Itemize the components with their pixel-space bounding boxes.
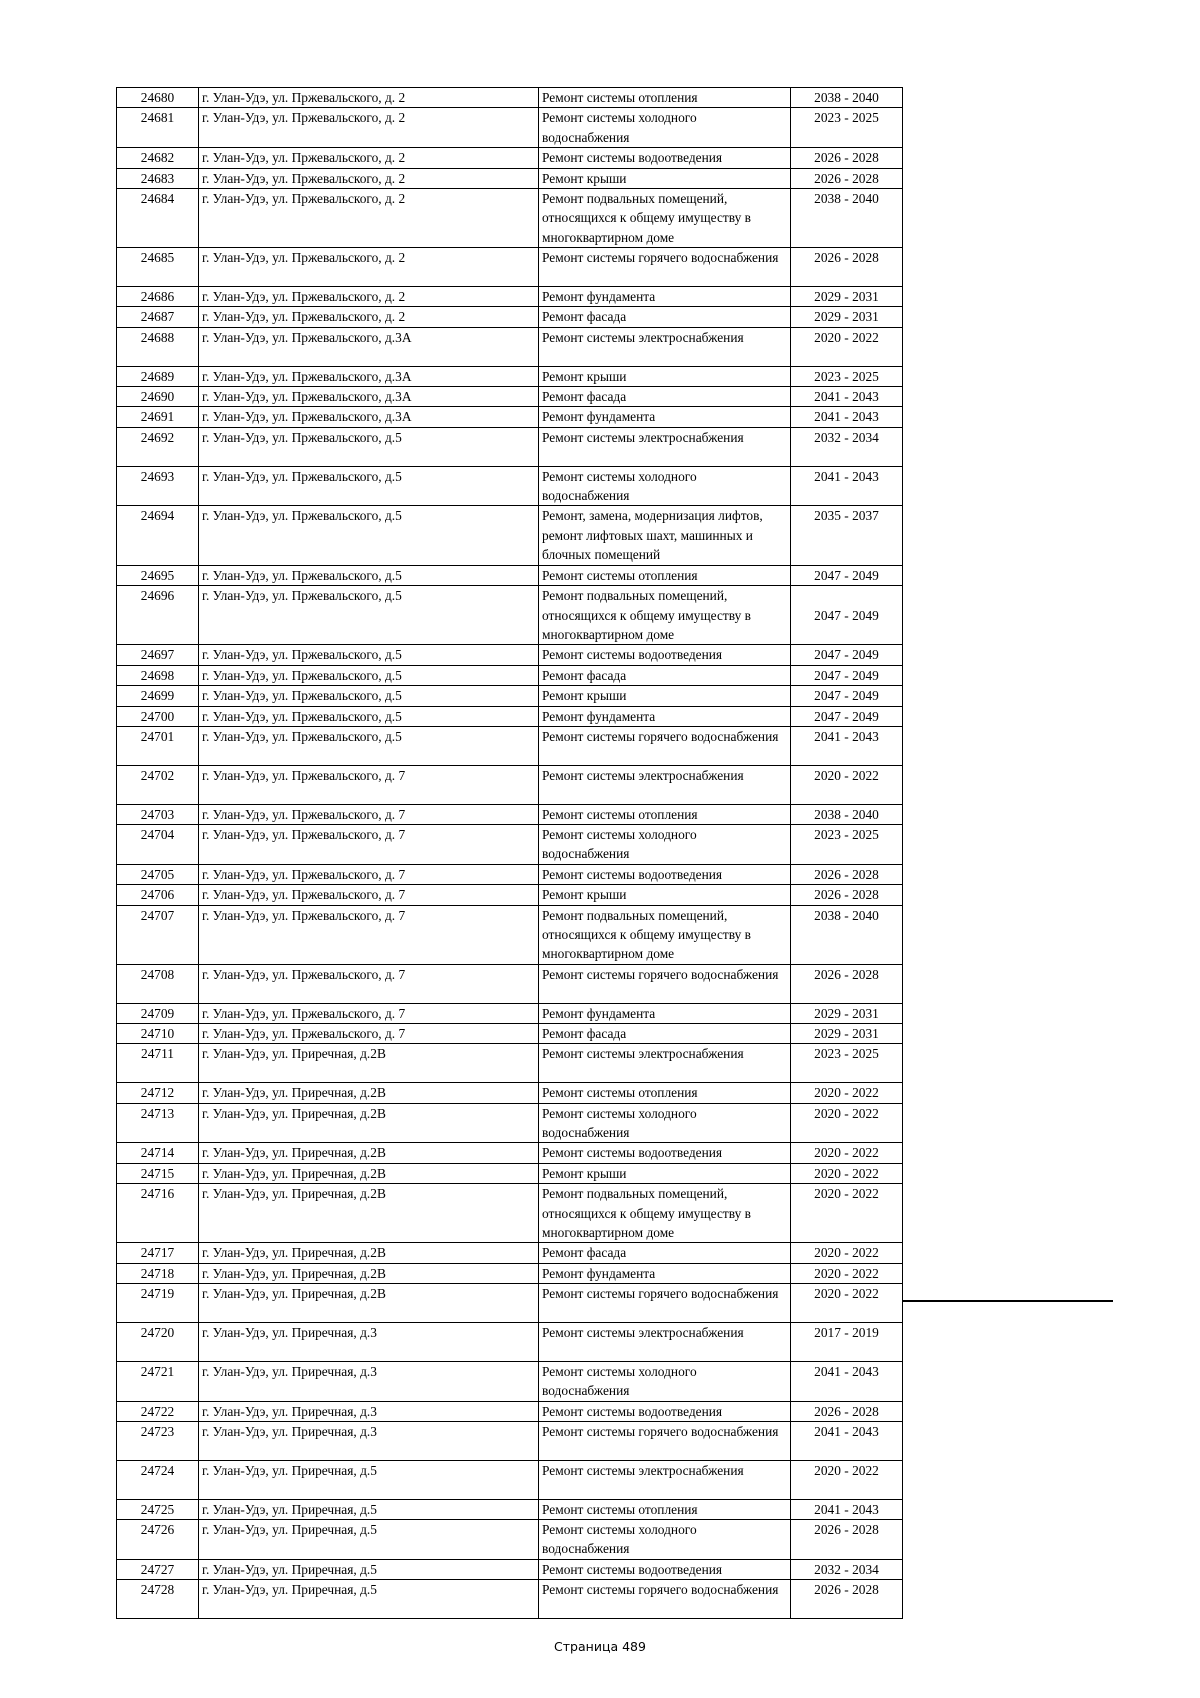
work-type-cell: Ремонт системы холодного водоснабжения (539, 108, 791, 148)
work-type-cell: Ремонт подвальных помещений, относящихся к общему имуществу в многоквартирном доме (539, 189, 791, 248)
address-cell: г. Улан-Удэ, ул. Приречная, д.2В (199, 1284, 539, 1323)
table-row (117, 665, 903, 685)
row-number: 24716 (117, 1184, 199, 1243)
period-cell: 2026 - 2028 (791, 1520, 903, 1560)
period-cell: 2023 - 2025 (791, 366, 903, 386)
address-cell: г. Улан-Удэ, ул. Пржевальского, д.5 (199, 706, 539, 726)
work-type-cell: Ремонт системы отопления (539, 88, 791, 108)
row-number: 24680 (117, 88, 199, 108)
work-type-cell: Ремонт системы водоотведения (539, 1401, 791, 1421)
address-cell: г. Улан-Удэ, ул. Пржевальского, д. 7 (199, 765, 539, 804)
table-row (117, 1003, 903, 1023)
work-type-cell: Ремонт системы горячего водоснабжения (539, 1284, 791, 1323)
period-cell: 2026 - 2028 (791, 148, 903, 168)
work-type-cell: Ремонт системы водоотведения (539, 1143, 791, 1163)
work-type-cell: Ремонт системы отопления (539, 1083, 791, 1103)
row-number: 24705 (117, 864, 199, 884)
work-type-cell: Ремонт системы горячего водоснабжения (539, 726, 791, 765)
work-type-cell: Ремонт фасада (539, 1243, 791, 1263)
address-cell: г. Улан-Удэ, ул. Приречная, д.2В (199, 1044, 539, 1083)
work-type-cell: Ремонт системы электроснабжения (539, 1460, 791, 1499)
period-cell: 2029 - 2031 (791, 1003, 903, 1023)
work-type-cell: Ремонт системы холодного водоснабжения (539, 1520, 791, 1560)
row-number: 24719 (117, 1284, 199, 1323)
period-cell: 2026 - 2028 (791, 248, 903, 287)
work-type-cell: Ремонт системы электроснабжения (539, 1044, 791, 1083)
work-type-cell: Ремонт системы горячего водоснабжения (539, 964, 791, 1003)
work-type-cell: Ремонт фундамента (539, 407, 791, 427)
address-cell: г. Улан-Удэ, ул. Пржевальского, д. 2 (199, 88, 539, 108)
table-row (117, 427, 903, 466)
address-cell: г. Улан-Удэ, ул. Пржевальского, д.5 (199, 466, 539, 506)
row-number: 24702 (117, 765, 199, 804)
work-type-cell: Ремонт подвальных помещений, относящихся к общему имуществу в многоквартирном доме (539, 1184, 791, 1243)
row-number: 24712 (117, 1083, 199, 1103)
row-number: 24706 (117, 885, 199, 905)
address-cell: г. Улан-Удэ, ул. Пржевальского, д.5 (199, 686, 539, 706)
work-type-cell: Ремонт системы электроснабжения (539, 765, 791, 804)
table-row (117, 168, 903, 188)
work-type-cell: Ремонт фасада (539, 387, 791, 407)
work-type-cell: Ремонт системы холодного водоснабжения (539, 824, 791, 864)
work-type-cell: Ремонт фундамента (539, 1263, 791, 1283)
period-cell: 2029 - 2031 (791, 287, 903, 307)
period-cell: 2026 - 2028 (791, 1401, 903, 1421)
row-number: 24698 (117, 665, 199, 685)
row-number: 24693 (117, 466, 199, 506)
address-cell: г. Улан-Удэ, ул. Пржевальского, д.5 (199, 645, 539, 665)
row-number: 24683 (117, 168, 199, 188)
work-type-cell: Ремонт системы электроснабжения (539, 327, 791, 366)
period-cell: 2041 - 2043 (791, 466, 903, 506)
table-row (117, 1243, 903, 1263)
address-cell: г. Улан-Удэ, ул. Приречная, д.2В (199, 1143, 539, 1163)
period-cell: 2041 - 2043 (791, 1499, 903, 1519)
address-cell: г. Улан-Удэ, ул. Пржевальского, д. 7 (199, 824, 539, 864)
address-cell: г. Улан-Удэ, ул. Пржевальского, д.3А (199, 327, 539, 366)
table-row (117, 686, 903, 706)
work-type-cell: Ремонт фасада (539, 1024, 791, 1044)
row-number: 24718 (117, 1263, 199, 1283)
row-number: 24704 (117, 824, 199, 864)
period-cell: 2041 - 2043 (791, 1422, 903, 1461)
period-cell: 2032 - 2034 (791, 1559, 903, 1579)
row-number: 24727 (117, 1559, 199, 1579)
table-row (117, 407, 903, 427)
period-cell: 2026 - 2028 (791, 964, 903, 1003)
row-number: 24699 (117, 686, 199, 706)
row-number: 24687 (117, 307, 199, 327)
period-cell: 2020 - 2022 (791, 1143, 903, 1163)
address-cell: г. Улан-Удэ, ул. Пржевальского, д. 2 (199, 307, 539, 327)
period-cell: 2047 - 2049 (791, 665, 903, 685)
table-row (117, 1083, 903, 1103)
table-row (117, 864, 903, 884)
table-body (117, 88, 903, 1619)
address-cell: г. Улан-Удэ, ул. Пржевальского, д. 7 (199, 1024, 539, 1044)
table-row (117, 1580, 903, 1619)
table-row (117, 964, 903, 1003)
address-cell: г. Улан-Удэ, ул. Приречная, д.5 (199, 1520, 539, 1560)
period-cell: 2035 - 2037 (791, 506, 903, 565)
table-row (117, 108, 903, 148)
row-number: 24689 (117, 366, 199, 386)
period-cell: 2020 - 2022 (791, 1460, 903, 1499)
work-type-cell: Ремонт крыши (539, 885, 791, 905)
address-cell: г. Улан-Удэ, ул. Пржевальского, д. 7 (199, 1003, 539, 1023)
row-number: 24722 (117, 1401, 199, 1421)
period-cell: 2020 - 2022 (791, 1163, 903, 1183)
address-cell: г. Улан-Удэ, ул. Приречная, д.3 (199, 1361, 539, 1401)
table-row (117, 586, 903, 645)
period-cell: 2026 - 2028 (791, 168, 903, 188)
work-type-cell: Ремонт системы электроснабжения (539, 427, 791, 466)
period-cell: 2038 - 2040 (791, 804, 903, 824)
table-row (117, 1024, 903, 1044)
work-type-cell: Ремонт системы отопления (539, 804, 791, 824)
row-number: 24724 (117, 1460, 199, 1499)
table-row (117, 645, 903, 665)
table-row (117, 1422, 903, 1461)
address-cell: г. Улан-Удэ, ул. Пржевальского, д. 2 (199, 189, 539, 248)
work-type-cell: Ремонт крыши (539, 1163, 791, 1183)
work-type-cell: Ремонт подвальных помещений, относящихся к общему имуществу в многоквартирном доме (539, 586, 791, 645)
address-cell: г. Улан-Удэ, ул. Пржевальского, д.3А (199, 387, 539, 407)
period-cell: 2038 - 2040 (791, 88, 903, 108)
period-cell: 2029 - 2031 (791, 307, 903, 327)
row-number: 24692 (117, 427, 199, 466)
row-number: 24688 (117, 327, 199, 366)
horizontal-rule (903, 1300, 1113, 1302)
row-number: 24711 (117, 1044, 199, 1083)
period-cell: 2020 - 2022 (791, 765, 903, 804)
period-cell: 2047 - 2049 (791, 565, 903, 585)
period-cell: 2026 - 2028 (791, 885, 903, 905)
address-cell: г. Улан-Удэ, ул. Пржевальского, д. 7 (199, 864, 539, 884)
row-number: 24686 (117, 287, 199, 307)
table-row (117, 1284, 903, 1323)
period-cell: 2020 - 2022 (791, 1103, 903, 1143)
row-number: 24691 (117, 407, 199, 427)
table-row (117, 1184, 903, 1243)
period-cell: 2020 - 2022 (791, 1083, 903, 1103)
address-cell: г. Улан-Удэ, ул. Пржевальского, д. 2 (199, 108, 539, 148)
work-type-cell: Ремонт фундамента (539, 706, 791, 726)
period-cell: 2017 - 2019 (791, 1323, 903, 1362)
row-number: 24714 (117, 1143, 199, 1163)
table-row (117, 1163, 903, 1183)
address-cell: г. Улан-Удэ, ул. Приречная, д.5 (199, 1559, 539, 1579)
address-cell: г. Улан-Удэ, ул. Пржевальского, д. 2 (199, 168, 539, 188)
table-row (117, 1044, 903, 1083)
address-cell: г. Улан-Удэ, ул. Приречная, д.2В (199, 1083, 539, 1103)
address-cell: г. Улан-Удэ, ул. Пржевальского, д. 7 (199, 905, 539, 964)
address-cell: г. Улан-Удэ, ул. Приречная, д.3 (199, 1323, 539, 1362)
row-number: 24694 (117, 506, 199, 565)
work-type-cell: Ремонт системы холодного водоснабжения (539, 466, 791, 506)
table-row (117, 327, 903, 366)
table-row (117, 189, 903, 248)
address-cell: г. Улан-Удэ, ул. Пржевальского, д.5 (199, 427, 539, 466)
period-cell: 2029 - 2031 (791, 1024, 903, 1044)
table-row (117, 1361, 903, 1401)
table-row (117, 824, 903, 864)
table-row (117, 804, 903, 824)
table-row (117, 565, 903, 585)
work-type-cell: Ремонт системы водоотведения (539, 645, 791, 665)
period-cell: 2020 - 2022 (791, 1243, 903, 1263)
row-number: 24707 (117, 905, 199, 964)
table-row (117, 466, 903, 506)
work-type-cell: Ремонт системы водоотведения (539, 148, 791, 168)
table-row (117, 885, 903, 905)
work-type-cell: Ремонт фундамента (539, 1003, 791, 1023)
period-cell: 2041 - 2043 (791, 726, 903, 765)
period-cell: 2047 - 2049 (791, 645, 903, 665)
period-cell: 2020 - 2022 (791, 1284, 903, 1323)
table-row (117, 1103, 903, 1143)
address-cell: г. Улан-Удэ, ул. Приречная, д.2В (199, 1163, 539, 1183)
address-cell: г. Улан-Удэ, ул. Пржевальского, д. 7 (199, 885, 539, 905)
table-row (117, 88, 903, 108)
row-number: 24713 (117, 1103, 199, 1143)
period-cell: 2041 - 2043 (791, 407, 903, 427)
work-type-cell: Ремонт системы электроснабжения (539, 1323, 791, 1362)
address-cell: г. Улан-Удэ, ул. Приречная, д.5 (199, 1460, 539, 1499)
work-type-cell: Ремонт системы отопления (539, 1499, 791, 1519)
row-number: 24697 (117, 645, 199, 665)
work-type-cell: Ремонт системы водоотведения (539, 1559, 791, 1579)
work-type-cell: Ремонт фундамента (539, 287, 791, 307)
address-cell: г. Улан-Удэ, ул. Пржевальского, д. 7 (199, 804, 539, 824)
table-row (117, 905, 903, 964)
repair-schedule-table (116, 87, 903, 1619)
row-number: 24725 (117, 1499, 199, 1519)
period-cell: 2038 - 2040 (791, 905, 903, 964)
period-cell: 2047 - 2049 (791, 586, 903, 645)
address-cell: г. Улан-Удэ, ул. Пржевальского, д.5 (199, 586, 539, 645)
address-cell: г. Улан-Удэ, ул. Приречная, д.3 (199, 1422, 539, 1461)
address-cell: г. Улан-Удэ, ул. Пржевальского, д.5 (199, 565, 539, 585)
table-row (117, 287, 903, 307)
table-row (117, 148, 903, 168)
table-row (117, 1559, 903, 1579)
period-cell: 2020 - 2022 (791, 1184, 903, 1243)
period-cell: 2026 - 2028 (791, 1580, 903, 1619)
table-row (117, 248, 903, 287)
address-cell: г. Улан-Удэ, ул. Приречная, д.5 (199, 1499, 539, 1519)
address-cell: г. Улан-Удэ, ул. Приречная, д.2В (199, 1243, 539, 1263)
table-row (117, 1143, 903, 1163)
address-cell: г. Улан-Удэ, ул. Пржевальского, д.5 (199, 665, 539, 685)
row-number: 24721 (117, 1361, 199, 1401)
period-cell: 2023 - 2025 (791, 108, 903, 148)
row-number: 24723 (117, 1422, 199, 1461)
address-cell: г. Улан-Удэ, ул. Пржевальского, д. 2 (199, 148, 539, 168)
work-type-cell: Ремонт системы холодного водоснабжения (539, 1361, 791, 1401)
work-type-cell: Ремонт, замена, модернизация лифтов, ремонт лифтовых шахт, машинных и блочных помещений (539, 506, 791, 565)
table-row (117, 387, 903, 407)
work-type-cell: Ремонт системы горячего водоснабжения (539, 1422, 791, 1461)
period-cell: 2026 - 2028 (791, 864, 903, 884)
address-cell: г. Улан-Удэ, ул. Пржевальского, д. 7 (199, 964, 539, 1003)
work-type-cell: Ремонт системы отопления (539, 565, 791, 585)
address-cell: г. Улан-Удэ, ул. Пржевальского, д. 2 (199, 287, 539, 307)
address-cell: г. Улан-Удэ, ул. Приречная, д.2В (199, 1103, 539, 1143)
address-cell: г. Улан-Удэ, ул. Пржевальского, д.3А (199, 366, 539, 386)
row-number: 24696 (117, 586, 199, 645)
row-number: 24684 (117, 189, 199, 248)
row-number: 24715 (117, 1163, 199, 1183)
work-type-cell: Ремонт системы горячего водоснабжения (539, 1580, 791, 1619)
period-cell: 2047 - 2049 (791, 706, 903, 726)
row-number: 24720 (117, 1323, 199, 1362)
period-cell: 2038 - 2040 (791, 189, 903, 248)
table-row (117, 1460, 903, 1499)
page-number: Страница 489 (554, 1639, 646, 1654)
period-cell: 2041 - 2043 (791, 1361, 903, 1401)
table-row (117, 726, 903, 765)
period-cell: 2047 - 2049 (791, 686, 903, 706)
address-cell: г. Улан-Удэ, ул. Приречная, д.2В (199, 1263, 539, 1283)
row-number: 24703 (117, 804, 199, 824)
address-cell: г. Улан-Удэ, ул. Приречная, д.3 (199, 1401, 539, 1421)
period-cell: 2023 - 2025 (791, 824, 903, 864)
row-number: 24695 (117, 565, 199, 585)
row-number: 24685 (117, 248, 199, 287)
address-cell: г. Улан-Удэ, ул. Пржевальского, д.5 (199, 726, 539, 765)
address-cell: г. Улан-Удэ, ул. Пржевальского, д.3А (199, 407, 539, 427)
work-type-cell: Ремонт системы холодного водоснабжения (539, 1103, 791, 1143)
row-number: 24726 (117, 1520, 199, 1560)
work-type-cell: Ремонт подвальных помещений, относящихся к общему имуществу в многоквартирном доме (539, 905, 791, 964)
row-number: 24701 (117, 726, 199, 765)
work-type-cell: Ремонт фасада (539, 307, 791, 327)
work-type-cell: Ремонт системы водоотведения (539, 864, 791, 884)
work-type-cell: Ремонт крыши (539, 168, 791, 188)
row-number: 24682 (117, 148, 199, 168)
row-number: 24690 (117, 387, 199, 407)
table-row (117, 1520, 903, 1560)
table-row (117, 765, 903, 804)
row-number: 24717 (117, 1243, 199, 1263)
table-row (117, 706, 903, 726)
work-type-cell: Ремонт системы горячего водоснабжения (539, 248, 791, 287)
table-row (117, 1401, 903, 1421)
work-type-cell: Ремонт крыши (539, 366, 791, 386)
table-row (117, 506, 903, 565)
table-row (117, 1263, 903, 1283)
address-cell: г. Улан-Удэ, ул. Пржевальского, д. 2 (199, 248, 539, 287)
address-cell: г. Улан-Удэ, ул. Приречная, д.5 (199, 1580, 539, 1619)
row-number: 24700 (117, 706, 199, 726)
row-number: 24709 (117, 1003, 199, 1023)
period-cell: 2023 - 2025 (791, 1044, 903, 1083)
period-cell: 2041 - 2043 (791, 387, 903, 407)
table-row (117, 366, 903, 386)
work-type-cell: Ремонт крыши (539, 686, 791, 706)
row-number: 24681 (117, 108, 199, 148)
period-cell: 2032 - 2034 (791, 427, 903, 466)
row-number: 24708 (117, 964, 199, 1003)
table-row (117, 307, 903, 327)
period-cell: 2020 - 2022 (791, 327, 903, 366)
period-cell: 2020 - 2022 (791, 1263, 903, 1283)
table-row (117, 1323, 903, 1362)
address-cell: г. Улан-Удэ, ул. Приречная, д.2В (199, 1184, 539, 1243)
address-cell: г. Улан-Удэ, ул. Пржевальского, д.5 (199, 506, 539, 565)
table-row (117, 1499, 903, 1519)
row-number: 24710 (117, 1024, 199, 1044)
row-number: 24728 (117, 1580, 199, 1619)
work-type-cell: Ремонт фасада (539, 665, 791, 685)
